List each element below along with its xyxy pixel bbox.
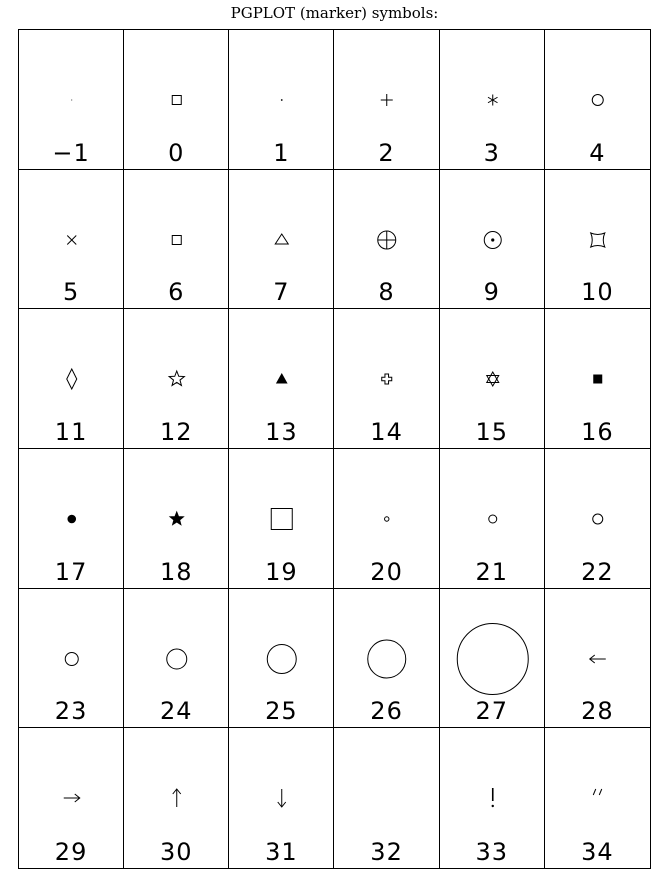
symbol-cell: [229, 449, 334, 589]
symbol-number: 14: [370, 418, 403, 446]
symbol-number: 0: [168, 138, 185, 167]
symbol-number: 1: [273, 138, 290, 167]
symbol-number: 28: [581, 697, 614, 726]
symbol-number: 22: [581, 557, 614, 586]
symbol-number: 16: [581, 418, 614, 446]
symbol-cell: [19, 30, 124, 170]
symbol-cell: [440, 449, 545, 589]
symbol-number: 15: [475, 418, 509, 446]
symbol-cell: [545, 30, 650, 170]
symbol-cell: [334, 170, 439, 310]
symbol-cell: [19, 589, 124, 729]
symbol-number: 23: [54, 697, 88, 726]
symbol-cell: [19, 170, 124, 310]
symbol-cell: [545, 170, 650, 310]
symbol-number: 3: [483, 138, 500, 167]
symbol-grid: [18, 29, 651, 869]
symbol-cell: [334, 728, 439, 868]
symbol-cell: [545, 449, 650, 589]
symbol-cell: [440, 170, 545, 310]
symbol-number: 27: [475, 697, 509, 726]
symbol-number: 17: [54, 557, 88, 586]
symbol-cell: [124, 170, 229, 310]
symbol-number: 9: [483, 278, 500, 307]
symbol-cell: [334, 589, 439, 729]
symbol-cell: [229, 309, 334, 449]
symbol-number: 33: [475, 838, 509, 866]
symbol-number: 18: [159, 557, 193, 586]
symbol-cell: [19, 728, 124, 868]
symbol-number: 19: [265, 557, 298, 586]
symbol-number: −1: [52, 138, 90, 167]
symbol-number: 8: [378, 278, 395, 307]
symbol-cell: [334, 30, 439, 170]
symbol-number: 2: [378, 138, 395, 167]
symbol-cell: [229, 170, 334, 310]
symbol-cell: [124, 728, 229, 868]
symbol-cell: [19, 309, 124, 449]
symbol-cell: [124, 30, 229, 170]
symbol-number: 7: [273, 278, 290, 307]
symbol-cell: [124, 449, 229, 589]
symbol-cell: [334, 309, 439, 449]
symbol-cell: [545, 309, 650, 449]
symbol-number: 30: [159, 838, 193, 866]
symbol-cell: [229, 30, 334, 170]
symbol-number: 11: [54, 418, 88, 446]
symbol-number: 34: [581, 838, 614, 866]
symbol-cell: [124, 309, 229, 449]
symbol-number: 29: [54, 838, 88, 866]
page-title: PGPLOT (marker) symbols:: [230, 4, 439, 22]
symbol-number: 25: [265, 697, 298, 726]
symbol-number: 21: [475, 557, 509, 586]
symbol-cell: [334, 449, 439, 589]
symbol-number: 5: [62, 278, 80, 307]
symbol-number: 32: [370, 838, 403, 866]
symbol-cell: [124, 589, 229, 729]
symbol-number: 10: [581, 278, 614, 307]
symbol-cell: [19, 449, 124, 589]
symbol-number: 24: [159, 697, 193, 726]
symbol-cell: [229, 728, 334, 868]
symbol-cell: [545, 728, 650, 868]
symbol-number: 20: [370, 557, 403, 586]
symbol-cell: [545, 589, 650, 729]
symbol-cell: [229, 589, 334, 729]
symbol-number: 31: [265, 838, 298, 866]
symbol-number: 12: [159, 418, 193, 446]
symbol-number: 6: [168, 278, 185, 307]
symbol-cell: [440, 309, 545, 449]
symbol-number: 26: [370, 697, 403, 726]
symbol-cell: [440, 589, 545, 729]
symbol-number: 4: [589, 138, 606, 167]
symbol-cell: [440, 728, 545, 868]
symbol-cell: [440, 30, 545, 170]
symbol-number: 13: [265, 418, 298, 446]
